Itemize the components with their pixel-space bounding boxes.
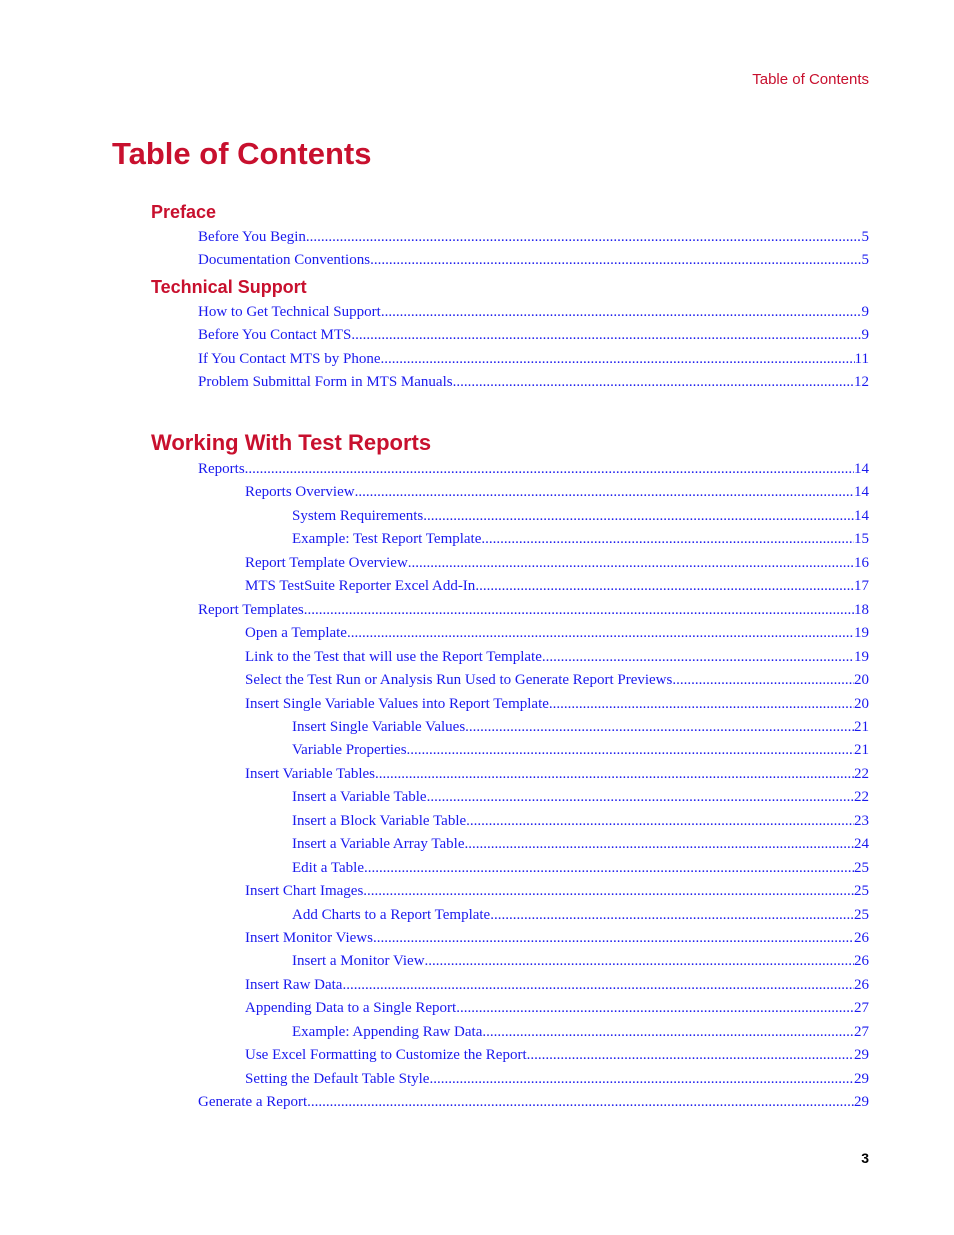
toc-entry-page-number: 27 — [854, 1000, 869, 1017]
dot-leader — [423, 508, 854, 525]
dot-leader — [542, 649, 854, 666]
toc-entry-label: Insert Single Variable Values — [292, 718, 466, 735]
toc-entry[interactable] — [245, 625, 869, 645]
toc-entry-label: Insert Raw Data — [245, 976, 343, 993]
dot-leader — [466, 813, 854, 830]
toc-entry-label: Insert a Variable Table — [292, 789, 427, 806]
toc-entry-label: Insert a Variable Array Table — [292, 836, 465, 853]
toc-entry[interactable] — [198, 461, 869, 481]
dot-leader — [351, 327, 861, 344]
running-header: Table of Contents — [752, 71, 869, 88]
toc-entry[interactable] — [292, 953, 869, 973]
toc-entry-page-number: 22 — [854, 765, 869, 782]
toc-entry[interactable] — [292, 836, 869, 856]
toc-entry-page-number: 25 — [854, 859, 869, 876]
page-number: 3 — [861, 1150, 869, 1166]
dot-leader — [364, 860, 854, 877]
dot-leader — [408, 555, 854, 572]
toc-entry-page-number: 21 — [854, 742, 869, 759]
dot-leader — [425, 953, 854, 970]
dot-leader — [429, 1071, 854, 1088]
toc-entry-page-number: 14 — [854, 507, 869, 524]
toc-entry-page-number: 24 — [854, 836, 869, 853]
toc-entry-label: Insert Chart Images — [245, 883, 364, 900]
section-heading: Technical Support — [151, 277, 307, 297]
toc-entry-page-number: 26 — [854, 953, 869, 970]
toc-entry[interactable] — [292, 531, 869, 551]
dot-leader — [456, 1000, 854, 1017]
toc-entry-label: Add Charts to a Report Template — [292, 906, 491, 923]
toc-entry[interactable] — [245, 696, 869, 716]
toc-entry-page-number: 14 — [854, 484, 869, 501]
toc-entry-page-number: 15 — [854, 531, 869, 548]
toc-entry-label: Edit a Table — [292, 859, 364, 876]
toc-entry-page-number: 9 — [861, 327, 869, 344]
dot-leader — [304, 602, 854, 619]
dot-leader — [381, 351, 855, 368]
dot-leader — [381, 304, 862, 321]
toc-entry-page-number: 27 — [854, 1023, 869, 1040]
toc-entry[interactable] — [198, 327, 869, 347]
dot-leader — [306, 229, 862, 246]
toc-entry-label: If You Contact MTS by Phone — [198, 350, 381, 367]
toc-entry-label: Insert Single Variable Values into Report Template — [245, 695, 549, 712]
toc-entry-label: Example: Test Report Template — [292, 531, 482, 548]
toc-entry[interactable] — [245, 766, 869, 786]
toc-entry-page-number: 26 — [854, 976, 869, 993]
toc-entry-label: MTS TestSuite Reporter Excel Add-In — [245, 578, 476, 595]
toc-entry-label: Report Templates — [198, 601, 304, 618]
toc-entry-label: Insert Monitor Views — [245, 930, 373, 946]
section-heading: Working With Test Reports — [151, 430, 432, 455]
toc-entry[interactable] — [198, 374, 869, 394]
toc-entry-page-number: 14 — [854, 461, 869, 477]
toc-entry[interactable] — [245, 1000, 869, 1020]
dot-leader — [527, 1047, 854, 1064]
toc-entry[interactable] — [292, 860, 869, 880]
toc-entry[interactable] — [245, 578, 869, 598]
dot-leader — [355, 484, 854, 501]
dot-leader — [347, 625, 854, 642]
dot-leader — [465, 719, 854, 736]
section-heading: Preface — [151, 202, 217, 222]
toc-entry-label: Variable Properties — [292, 742, 407, 759]
toc-entry-page-number: 29 — [854, 1094, 869, 1111]
toc-entry-label: Insert a Monitor View — [292, 953, 425, 970]
toc-entry-page-number: 25 — [854, 883, 869, 900]
toc-entry-page-number: 5 — [861, 229, 869, 245]
dot-leader — [370, 252, 861, 269]
toc-entry-label: Link to the Test that will use the Report Template — [245, 648, 542, 665]
toc-entry[interactable] — [292, 789, 869, 809]
toc-entry[interactable] — [292, 813, 869, 833]
toc-entry-label: Reports Overview — [245, 484, 355, 501]
toc-entry-page-number: 29 — [854, 1047, 869, 1064]
toc-entry-label: Problem Submittal Form in MTS Manuals — [198, 374, 453, 391]
toc-entry-page-number: 12 — [854, 374, 869, 391]
toc-entry[interactable] — [245, 883, 869, 903]
toc-entry-page-number: 22 — [854, 789, 869, 806]
toc-entry[interactable] — [198, 252, 869, 272]
page-title: Table of Contents — [112, 136, 372, 171]
dot-leader — [407, 742, 854, 759]
toc-entry-label: Use Excel Formatting to Customize the Report — [245, 1047, 527, 1064]
dot-leader — [482, 1024, 854, 1041]
toc-entry[interactable] — [292, 719, 869, 739]
dot-leader — [490, 907, 854, 924]
toc-entry-page-number: 9 — [861, 304, 869, 320]
dot-leader — [363, 883, 854, 900]
dot-leader — [672, 672, 854, 689]
toc-entry-page-number: 25 — [854, 906, 869, 923]
dot-leader — [453, 374, 854, 391]
toc-entry[interactable] — [198, 602, 869, 622]
toc-entry[interactable] — [198, 229, 869, 249]
toc-entry-label: Before You Begin — [198, 229, 306, 245]
toc-entry-label: Before You Contact MTS — [198, 327, 352, 344]
toc-entry-label: Select the Test Run or Analysis Run Used to Generate Report Previews — [245, 672, 673, 689]
dot-leader — [373, 930, 854, 947]
toc-entry-label: Appending Data to a Single Report — [245, 1000, 457, 1017]
toc-entry[interactable] — [292, 1024, 869, 1044]
toc-entry-label: Setting the Default Table Style — [245, 1070, 430, 1087]
toc-entry-label: Example: Appending Raw Data — [292, 1023, 483, 1040]
toc-entry-page-number: 19 — [854, 648, 869, 665]
toc-entry-label: Insert Variable Tables — [245, 765, 376, 782]
dot-leader — [465, 836, 855, 853]
toc-entry-page-number: 16 — [854, 554, 869, 571]
toc-entry-label: Reports — [198, 461, 245, 477]
toc-entry-label: How to Get Technical Support — [198, 304, 381, 320]
toc-entry[interactable] — [292, 907, 869, 927]
dot-leader — [475, 578, 854, 595]
toc-entry-label: Documentation Conventions — [198, 252, 371, 269]
toc-entry-page-number: 29 — [854, 1070, 869, 1087]
toc-entry-page-number: 20 — [854, 672, 869, 689]
toc-entry-page-number: 17 — [854, 578, 869, 595]
toc-entry-page-number: 21 — [854, 718, 869, 735]
toc-entry-page-number: 11 — [854, 350, 869, 367]
dot-leader — [427, 789, 854, 806]
toc-entry-label: System Requirements — [292, 507, 424, 524]
toc-entry[interactable] — [245, 930, 869, 950]
toc-entry[interactable] — [198, 351, 869, 371]
toc-entry-page-number: 26 — [854, 930, 869, 946]
toc-entry[interactable] — [245, 1047, 869, 1067]
dot-leader — [375, 766, 854, 783]
toc-entry-label: Report Template Overview — [245, 554, 408, 571]
toc-entry-label: Generate a Report — [198, 1094, 308, 1111]
toc-entry-label: Open a Template — [245, 625, 347, 642]
dot-leader — [307, 1094, 854, 1111]
toc-entry-page-number: 18 — [854, 601, 869, 618]
dot-leader — [549, 696, 854, 713]
toc-entry-page-number: 19 — [854, 625, 869, 642]
toc-entry-label: Insert a Block Variable Table — [292, 812, 467, 829]
toc-entry-page-number: 5 — [861, 252, 869, 269]
toc-entry[interactable] — [292, 742, 869, 762]
toc-entry[interactable] — [245, 977, 869, 997]
toc-entry[interactable] — [292, 508, 869, 528]
toc-entry[interactable] — [245, 555, 869, 575]
toc-entry[interactable] — [245, 1071, 869, 1091]
toc-entry[interactable] — [245, 672, 869, 692]
dot-leader — [481, 531, 854, 548]
dot-leader — [342, 977, 854, 994]
toc-entry[interactable] — [245, 649, 869, 669]
toc-entry-page-number: 20 — [854, 695, 869, 712]
dot-leader — [245, 461, 854, 478]
toc-entry[interactable] — [198, 1094, 869, 1114]
toc-entry-page-number: 23 — [854, 812, 869, 829]
toc-entry[interactable] — [245, 484, 869, 504]
toc-entry[interactable] — [198, 304, 869, 324]
